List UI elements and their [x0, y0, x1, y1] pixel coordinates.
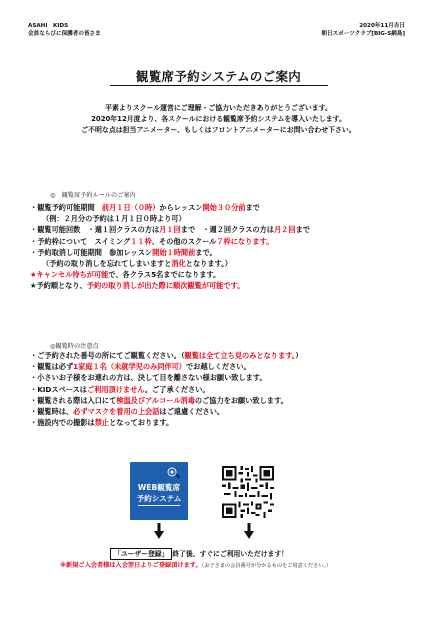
register-instruction	[110, 548, 288, 560]
user-registration-box: 「ユーザー登録」	[110, 548, 172, 560]
intro-text	[0, 103, 437, 136]
issue-date: 2020年11月吉日	[359, 23, 405, 29]
rules-heading: ◎ 観覧席予約ルールのご案内	[50, 192, 136, 199]
rule-waitlist-text: で、各クラス5名までになります。	[108, 270, 221, 280]
rule-frames-label: ・予約枠について スイミング	[30, 236, 131, 246]
rule-period-label: ・観覧予約可能期間	[30, 203, 102, 212]
rule-count	[30, 224, 420, 235]
rule-period-example: （例：２月分の予約は１月１日０時より可）	[42, 214, 186, 224]
note-2	[30, 361, 420, 372]
note-6-red: 必ずマスクを着用の上会話	[73, 407, 160, 417]
note-4	[30, 384, 420, 395]
intro-line-3: ご不明な点は担当アニメーター、もしくはフロントアニメーターにお問い合わせ下さい。	[81, 126, 356, 134]
note-2-a: ・観覧は必ず	[30, 362, 74, 372]
rule-order	[30, 280, 420, 291]
rule-period-suffix: まで	[245, 203, 260, 212]
rule-frames-other: ７枠になります。	[216, 236, 274, 246]
note-4-red: ご利用頂けません	[86, 384, 145, 394]
rule-frames	[30, 236, 420, 247]
rule-frames-swim: １１枠	[130, 236, 152, 246]
note-6-b: はご遠慮ください。	[159, 407, 225, 417]
audience: 会員ならびに保護者の皆さま	[28, 31, 101, 37]
rule-waitlist	[30, 269, 420, 280]
web-button-line1: WEB観覧席	[137, 483, 181, 492]
rule-cancel-label: ・予約取消し可能期間 参加レッスン	[30, 247, 153, 257]
web-button-underline	[138, 505, 180, 506]
org-name: ASAHI KIDS	[28, 23, 69, 29]
note-5-b: のご協力をお願い致します。	[194, 395, 288, 405]
rule-order-red: 予約の取り消しが出た際に順次観覧が可能です。	[86, 281, 245, 291]
page-title: 観覧席予約システムのご案内	[135, 69, 302, 84]
new-member-note-aside: （お子さまの会員番号が分かるものをご用意ください。）	[201, 563, 332, 569]
rule-cancel-suffix: まで。	[195, 247, 217, 257]
note-4-b: 。ご了承ください。	[144, 384, 210, 394]
note-7-red: 禁止	[94, 418, 110, 428]
note-7	[30, 417, 420, 428]
issuer: 朝日スポーツクラブ[BIG-S網島]	[321, 31, 405, 37]
rule-period-mid: からレッスン	[159, 203, 203, 212]
web-button-label	[130, 482, 188, 504]
rule-count-mid: まで ・週２回クラスの方は	[180, 225, 274, 235]
tap-finger-icon	[166, 467, 182, 479]
note-4-a: ・KIDスペースは	[30, 384, 87, 394]
rule-period-start: 前月１日（０時）	[101, 203, 160, 212]
note-7-b: となっております。	[109, 418, 174, 428]
rule-period	[30, 202, 420, 213]
web-button-line2: 予約システム	[136, 494, 182, 503]
notes-heading: ◎観覧時の注意点	[50, 343, 99, 350]
rule-cancel	[30, 247, 420, 258]
note-5	[30, 395, 420, 406]
note-2-red1: 1家庭１名	[73, 362, 107, 372]
rule-waitlist-red: ★キャンセル待ちが可能	[30, 270, 109, 280]
note-7-a: ・施設内での撮影は	[30, 418, 95, 428]
rule-cancel-note	[30, 258, 420, 269]
note-2-b: でお越しください。	[185, 362, 251, 372]
note-1	[30, 350, 420, 361]
rule-count-weekly2: 月２回	[273, 225, 296, 235]
arrow-down-icon	[154, 523, 164, 539]
qr-code-icon[interactable]	[222, 466, 274, 518]
rules-list	[30, 202, 420, 292]
note-5-a: ・観覧される際は入口にて	[30, 395, 117, 405]
rule-period-end-time: 開始３０分前	[202, 203, 246, 212]
note-2-red2: （未就学児のみ同伴可）	[106, 362, 186, 372]
rule-cancel-note-red: 消化	[171, 259, 186, 269]
intro-line-1: 平素よりスクール運営にご理解・ご協力いただきありがとうございます。	[105, 104, 332, 112]
rule-cancel-note-a: （予約の取り消しを忘れてしまいますと	[42, 259, 172, 269]
register-after-text: 終了後、すぐにご利用いただけます！	[172, 550, 288, 558]
new-member-note-red: ※新規ご入会者様は入会翌日よりご登録頂けます。	[60, 562, 202, 569]
arrow-down-icon	[244, 523, 254, 539]
rule-count-weekly1: 月１回	[159, 225, 181, 235]
new-member-note	[60, 562, 331, 570]
intro-line-2: 2020年12月度より、各スクールにおける観覧席予約システムを導入いたします。	[91, 115, 346, 123]
rule-order-a: ★予約順となり、	[30, 281, 87, 291]
note-6	[30, 406, 420, 417]
web-reservation-button[interactable]	[130, 462, 188, 520]
note-5-red: 検温及びアルコール消毒	[116, 395, 195, 405]
rule-cancel-note-b: となります。）	[185, 259, 232, 269]
note-1-b: ）	[295, 351, 303, 360]
rule-count-suffix: まで	[295, 225, 310, 235]
title-underline	[110, 85, 328, 86]
note-1-a: ・ご予約された番号の所にてご観覧ください。（	[30, 351, 185, 360]
rule-frames-mid: 、その他のスクール	[151, 236, 217, 246]
rule-count-label: ・観覧可能回数 ・週１回クラスの方は	[30, 225, 160, 235]
header-right	[225, 22, 405, 38]
note-3: ・小さいお子様をお連れの方は、決して目を離さない様お願い致します。	[30, 373, 267, 383]
header-left	[28, 22, 178, 38]
notes-list	[30, 350, 420, 428]
note-6-a: ・観覧時は、	[30, 407, 74, 417]
rule-cancel-deadline: 開始１時間前	[152, 247, 196, 257]
note-1-red: 観覧は全て立ち見のみとなります。	[184, 351, 296, 360]
